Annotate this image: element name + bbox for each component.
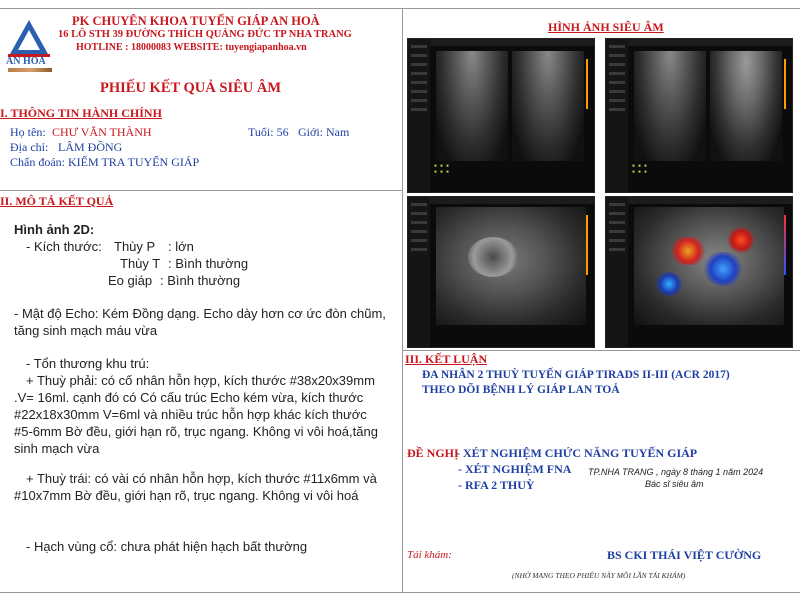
lymph-node: - Hạch vùng cổ: chưa phát hiện hạch bất thường	[26, 539, 308, 554]
report-title: PHIẾU KẾT QUẢ SIÊU ÂM	[100, 80, 282, 96]
patient-name: CHƯ VĂN THÀNH	[52, 125, 152, 139]
section-2-heading: II. MÔ TẢ KẾT QUẢ	[0, 194, 114, 208]
size-label: - Kích thước:	[26, 239, 102, 254]
divider-section2	[0, 190, 402, 191]
lobe-p-label: Thùy P	[114, 239, 156, 254]
recommend-item-2: - XÉT NGHIỆM FNA	[458, 462, 572, 476]
diagnosis-label: Chẩn đoán:	[10, 155, 65, 169]
logo-text: AN HOÀ	[6, 56, 46, 67]
revisit-label: Tái khám:	[407, 549, 452, 561]
right-lobe-lesion: + Thuỳ phải: có cố nhân hỗn hợp, kích thước #38x20x39mm .V= 16ml. cạnh đó có Có cấu trúc Echo kém vừa, kích thước #22x18x30mm V=6ml và nhiều trúc hỗn hợp khác kích thước #5-6mm Bờ đều, giới hạn rõ, trục ngang. Không vi vôi hoá,tăng sinh mạch vừa	[14, 373, 378, 456]
clinic-hotline: HOTLINE : 18000083 WEBSITE: tuyengiapanhoa.vn	[76, 42, 307, 53]
clinic-logo	[4, 18, 54, 70]
patient-age: Tuổi: 56	[248, 125, 289, 139]
conclusion-line-1: ĐA NHÂN 2 THUỲ TUYẾN GIÁP TIRADS II-III (ACR 2017)	[422, 369, 730, 381]
recommend-item-1: - XÉT NGHIỆM CHỨC NĂNG TUYẾN GIÁP	[456, 446, 698, 460]
signature-role: Bác sĩ siêu âm	[645, 479, 704, 489]
lobe-t-label: Thùy T	[120, 256, 161, 271]
bottom-divider	[0, 592, 800, 593]
section-1-heading: I. THÔNG TIN HÀNH CHÍNH	[0, 106, 162, 120]
logo-mountain-icon	[4, 18, 54, 58]
recommend-item-3: - RFA 2 THUỲ	[458, 478, 535, 492]
doctor-name: BS CKI THÁI VIỆT CƯỜNG	[607, 548, 762, 562]
patient-address: LÂM ĐỒNG	[58, 140, 123, 154]
images-heading: HÌNH ẢNH SIÊU ÂM	[548, 20, 664, 34]
lobe-t-value: : Bình thường	[168, 256, 249, 271]
footer-note: (NHỚ MANG THEO PHIẾU NÀY MỖI LẦN TÁI KHÁM)	[512, 571, 686, 580]
ultrasound-image	[407, 196, 595, 348]
lesion-title: - Tổn thương khu trú:	[26, 356, 150, 371]
ultrasound-image: ▪ ▪ ▪ ▪ ▪ ▪	[407, 38, 595, 193]
isthmus-value: : Bình thường	[160, 273, 241, 288]
top-divider	[0, 8, 800, 9]
conclusion-line-2: THEO DÕI BỆNH LÝ GIÁP LAN TOẢ	[422, 384, 620, 396]
clinic-address: 16 LÔ STH 39 ĐƯỜNG THÍCH QUẢNG ĐỨC TP NHA TRANG	[58, 29, 352, 40]
clinic-name: PK CHUYÊN KHOA TUYẾN GIÁP AN HOÀ	[72, 14, 320, 28]
ultrasound-image	[605, 196, 793, 348]
subheading-2d: Hình ảnh 2D:	[14, 222, 95, 237]
echo-density: - Mật độ Echo: Kém Đồng dạng. Echo dày hơn cơ ức đòn chũm, tăng sinh mạch máu vừa	[14, 306, 386, 338]
left-lobe-lesion: + Thuỳ trái: có vài có nhân hỗn hợp, kích thước #11x6mm và #10x7mm Bờ đều, giới hạn rõ, trục ngang. Không vi vôi hoá	[14, 471, 377, 503]
vertical-divider	[402, 8, 403, 593]
address-label: Địa chỉ:	[10, 140, 49, 154]
isthmus-label: Eo giáp	[108, 273, 153, 288]
patient-sex: Giới: Nam	[298, 125, 350, 139]
diagnosis-value: KIỂM TRA TUYẾN GIÁP	[68, 155, 200, 169]
lobe-p-value: : lớn	[168, 239, 194, 254]
ultrasound-image: ▪ ▪ ▪ ▪ ▪ ▪	[605, 38, 793, 193]
section-3-heading: III. KẾT LUẬN	[405, 352, 488, 366]
signature-date: TP.NHA TRANG , ngày 8 tháng 1 năm 2024	[588, 467, 764, 477]
recommend-label: ĐỀ NGHỊ	[407, 446, 459, 460]
name-label: Họ tên:	[10, 125, 46, 139]
divider-section3	[403, 350, 800, 351]
